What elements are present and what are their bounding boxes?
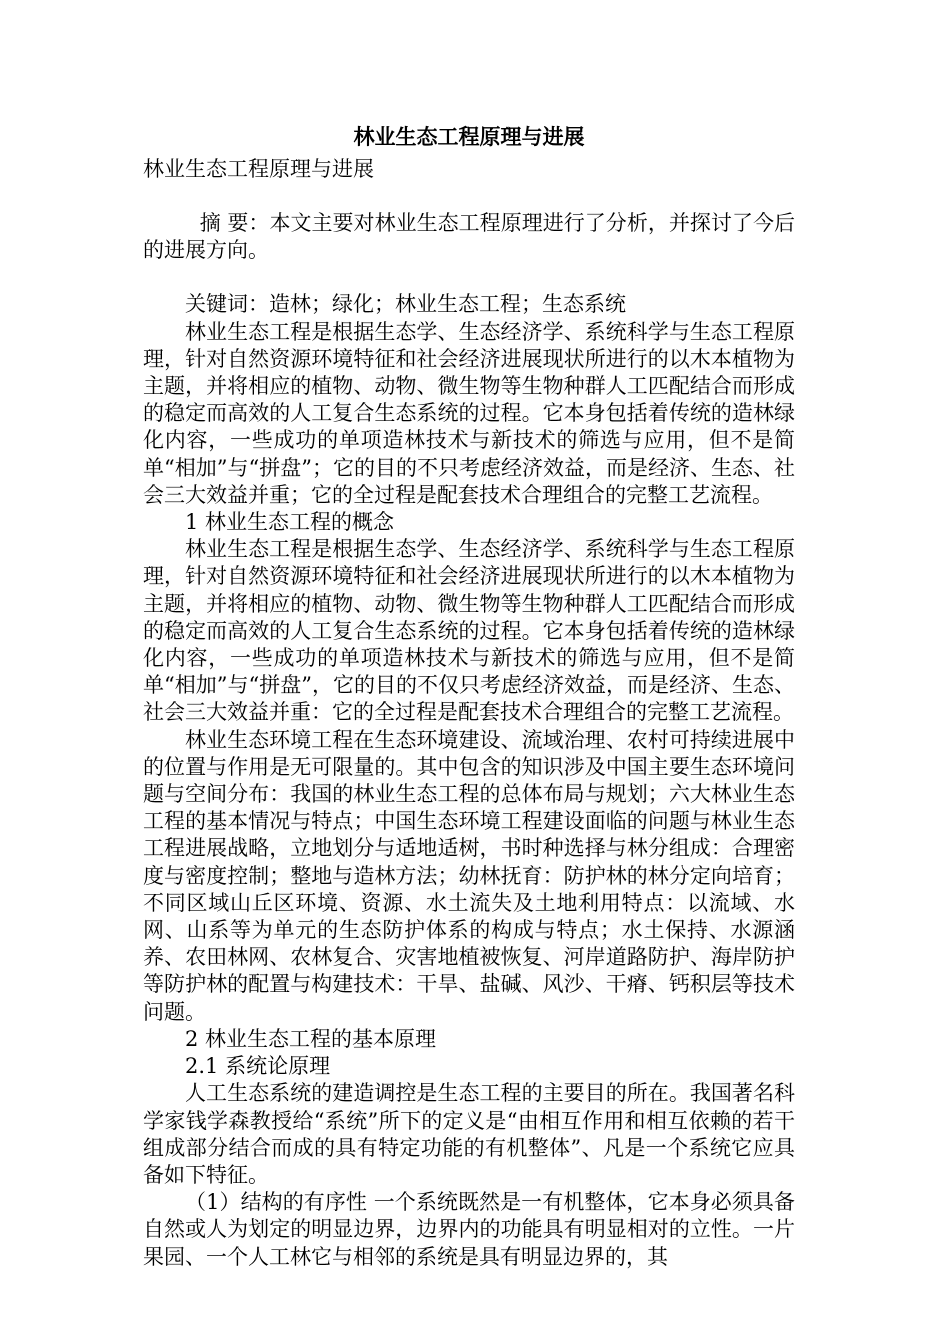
paragraph-environment: 林业生态环境工程在生态环境建设、流域治理、农村可持续进展中的位置与作用是无可限量的。其中包含的知识涉及中国主要生态环境问题与空间分布：我国的林业生态工程的总体布局与规划；六大林业生态工程的基本情况与特点；中国生态环境工程建设面临的问题与林业生态工程进展战略，立地划分与适地适树，书时种选择与林分组成：合理密度与密度控制；整地与造林方法；幼林抚育：防护林的林分定向培育；不同区域山丘区环境、资源、水土流失及土地利用特点：以流域、水网、山系等为单元的生态防护体系的构成与特点；水土保持、水源涵养、农田林网、农林复合、灾害地植被恢复、河岸道路防护、海岸防护等防护林的配置与构建技术：干旱、盐碱、风沙、干瘠、钙积层等技术问题。: [143, 727, 795, 1024]
paragraph-concept: 林业生态工程是根据生态学、生态经济学、系统科学与生态工程原理，针对自然资源环境特征和社会经济进展现状所进行的以木本植物为主题，并将相应的植物、动物、微生物等生物种群人工匹配结合而形成的稳定而高效的人工复合生态系统的过程。它本身包括着传统的造林绿化内容，一些成功的单项造林技术与新技术的筛选与应用，但不是简单“相加”与“拼盘”，它的目的不仅只考虑经济效益，而是经济、生态、社会三大效益并重：它的全过程是配套技术合理组合的完整工艺流程。: [143, 537, 795, 725]
abstract: 摘 要：本文主要对林业生态工程原理进行了分析，并探讨了今后的进展方向。: [143, 211, 795, 263]
subsection-heading-2-1: 2.1 系统论原理: [185, 1054, 331, 1079]
paragraph-intro: 林业生态工程是根据生态学、生态经济学、系统科学与生态工程原理，针对自然资源环境特征和社会经济进展现状所进行的以木本植物为主题，并将相应的植物、动物、微生物等生物种群人工匹配结合而形成的稳定而高效的人工复合生态系统的过程。它本身包括着传统的造林绿化内容，一些成功的单项造林技术与新技术的筛选与应用，但不是简单“相加”与“拼盘”；它的目的不只考虑经济效益，而是经济、生态、社会三大效益并重；它的全过程是配套技术合理组合的完整工艺流程。: [143, 319, 795, 507]
document-page: [143, 118, 795, 1271]
keywords: 关键词：造林；绿化；林业生态工程；生态系统: [185, 292, 626, 317]
document-title: 林业生态工程原理与进展: [353, 124, 585, 149]
blank-line: [143, 264, 795, 291]
section-heading-2: 2 林业生态工程的基本原理: [185, 1026, 437, 1051]
document-subtitle: 林业生态工程原理与进展: [143, 157, 374, 181]
paragraph-structure: （1）结构的有序性 一个系统既然是一有机整体，它本身必须具备自然或人为划定的明显边界，边界内的功能具有明显相对的立性。一片果园、一个人工林它与相邻的系统是具有明显边界的，其: [143, 1190, 795, 1269]
section-heading-1: 1 林业生态工程的概念: [185, 510, 395, 535]
paragraph-system: 人工生态系统的建造调控是生态工程的主要目的所在。我国著名科学家钱学森教授给“系统”所下的定义是“由相互作用和相互依赖的若干组成部分结合而成的具有特定功能的有机整体”、凡是一个系统它应具备如下特征。: [143, 1081, 795, 1187]
blank-line: [143, 183, 795, 210]
